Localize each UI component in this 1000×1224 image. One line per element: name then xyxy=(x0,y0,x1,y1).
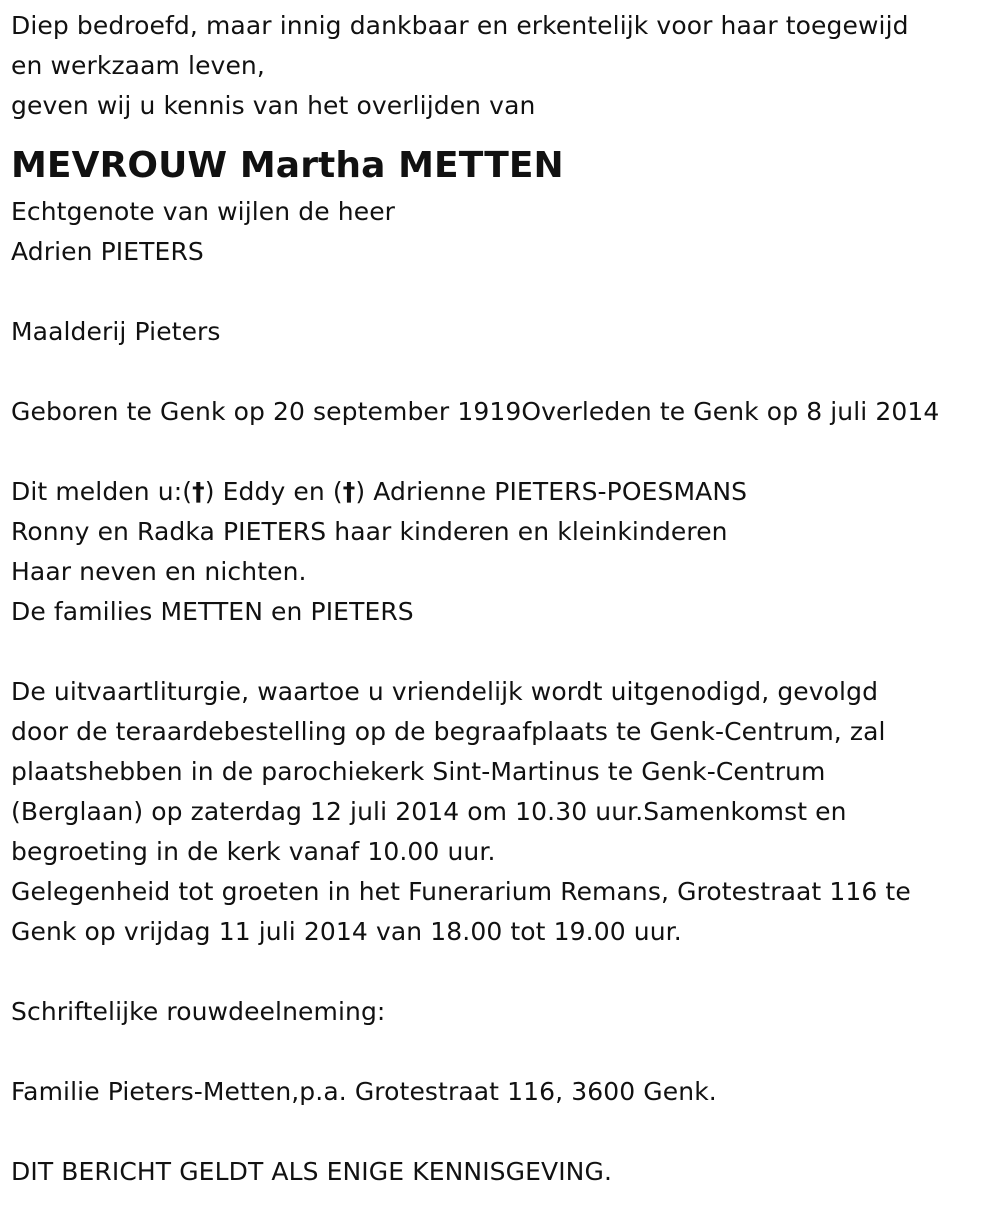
spacer xyxy=(11,272,991,312)
funeral-line-5: begroeting in de kerk vanaf 10.00 uur. xyxy=(11,837,496,866)
family-prefix: Dit melden u: xyxy=(11,477,183,506)
intro-line-1: Diep bedroefd, maar innig dankbaar en erkentelijk voor haar toegewijd xyxy=(11,11,909,40)
funeral-line-7: Genk op vrijdag 11 juli 2014 van 18.00 tot 19.00 uur. xyxy=(11,917,682,946)
funeral-line-1: De uitvaartliturgie, waartoe u vriendelijk wordt uitgenodigd, gevolgd xyxy=(11,677,879,706)
death-notice xyxy=(11,6,991,1192)
spacer xyxy=(11,952,991,992)
family-line-4: De families METTEN en PIETERS xyxy=(11,597,414,626)
cross-icon: † xyxy=(192,477,205,506)
family-name-1: Eddy en xyxy=(214,477,333,506)
intro-line-2: en werkzaam leven, xyxy=(11,51,265,80)
funeral-line-6: Gelegenheid tot groeten in het Funerarium Remans, Grotestraat 116 te xyxy=(11,877,911,906)
notice-statement: DIT BERICHT GELDT ALS ENIGE KENNISGEVING. xyxy=(11,1157,612,1186)
condolence-address: Familie Pieters-Metten,p.a. Grotestraat 116, 3600 Genk. xyxy=(11,1077,717,1106)
deceased-name: MEVROUW Martha METTEN xyxy=(11,145,564,186)
business-name: Maalderij Pieters xyxy=(11,317,221,346)
family-name-2: Adrienne PIETERS-POESMANS xyxy=(365,477,748,506)
cross-icon: † xyxy=(342,477,356,506)
spacer xyxy=(11,352,991,392)
spacer xyxy=(11,432,991,472)
family-line-2: Ronny en Radka PIETERS haar kinderen en kleinkinderen xyxy=(11,517,728,546)
spouse-line-2: Adrien PIETERS xyxy=(11,237,204,266)
condolence-heading: Schriftelijke rouwdeelneming: xyxy=(11,997,386,1026)
spacer xyxy=(11,632,991,672)
spacer xyxy=(11,1112,991,1152)
funeral-line-3: plaatshebben in de parochiekerk Sint-Martinus te Genk-Centrum xyxy=(11,757,826,786)
spouse-line-1: Echtgenote van wijlen de heer xyxy=(11,197,396,226)
spacer xyxy=(11,1032,991,1072)
family-line-1: Dit melden u:(†) Eddy en (†) Adrienne PIETERS-POESMANS xyxy=(11,477,748,506)
birth-death-dates: Geboren te Genk op 20 september 1919Overleden te Genk op 8 juli 2014 xyxy=(11,397,940,426)
intro-line-3: geven wij u kennis van het overlijden van xyxy=(11,91,536,120)
family-line-3: Haar neven en nichten. xyxy=(11,557,307,586)
funeral-line-4: (Berglaan) op zaterdag 12 juli 2014 om 10.30 uur.Samenkomst en xyxy=(11,797,847,826)
funeral-line-2: door de teraardebestelling op de begraafplaats te Genk-Centrum, zal xyxy=(11,717,886,746)
